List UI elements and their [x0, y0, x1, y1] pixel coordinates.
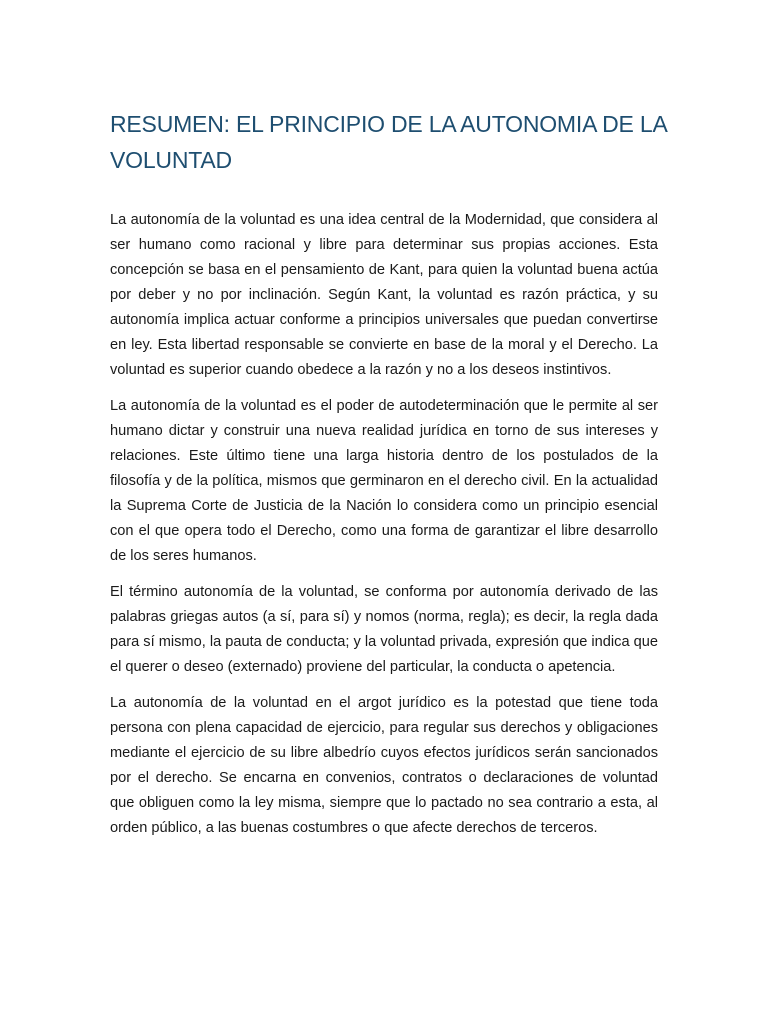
document-title: RESUMEN: EL PRINCIPIO DE LA AUTONOMIA DE LA VOLUNTAD — [110, 111, 667, 173]
paragraph-2: La autonomía de la voluntad es el poder de autodeterminación que le permite al ser humano dictar y construir una nueva realidad jurídica en torno de sus intereses y relaciones. Este último tiene una larga historia dentro de los postulados de la filosofía y de la política, mismos que germinaron en el derecho civil. En la actualidad la Suprema Corte de Justicia de la Nación lo considera como un principio esencial con el que opera todo el Derecho, como una forma de garantizar el libre desarrollo de los seres humanos. — [110, 398, 658, 564]
document-body — [110, 208, 658, 852]
paragraph-3: El término autonomía de la voluntad, se conforma por autonomía derivado de las palabras griegas autos (a sí, para sí) y nomos (norma, regla); es decir, la regla dada para sí mismo, la pauta de conducta; y la voluntad privada, expresión que indica que el querer o deseo (externado) proviene del particular, la conducta o apetencia. — [110, 584, 658, 675]
paragraph-4: La autonomía de la voluntad en el argot jurídico es la potestad que tiene toda persona con plena capacidad de ejercicio, para regular sus derechos y obligaciones mediante el ejercicio de su libre albedrío cuyos efectos jurídicos serán sancionados por el derecho. Se encarna en convenios, contratos o declaraciones de voluntad que obliguen como la ley misma, siempre que lo pactado no sea contrario a esta, al orden público, a las buenas costumbres o que afecte derechos de terceros. — [110, 695, 658, 836]
paragraph-1: La autonomía de la voluntad es una idea central de la Modernidad, que considera al ser humano como racional y libre para determinar sus propias acciones. Esta concepción se basa en el pensamiento de Kant, para quien la voluntad buena actúa por deber y no por inclinación. Según Kant, la voluntad es razón práctica, y su autonomía implica actuar conforme a principios universales que puedan convertirse en ley. Esta libertad responsable se convierte en base de la moral y el Derecho. La voluntad es superior cuando obedece a la razón y no a los deseos instintivos. — [110, 212, 658, 378]
